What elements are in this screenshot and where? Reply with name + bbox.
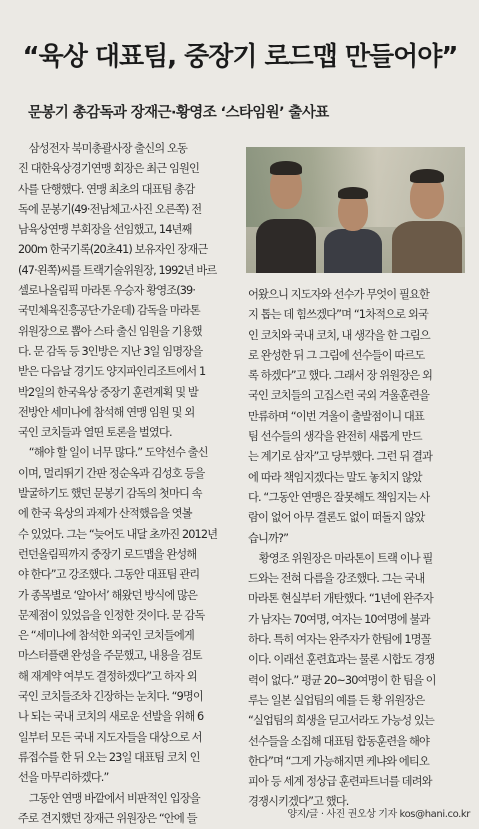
article-text-line: 가 남자는 70여명, 여자는 10여명에 불과 <box>248 612 430 626</box>
article-text-line: “실업팀의 희생을 딛고서라도 가능성 있는 <box>248 714 434 728</box>
article-text-line: 에 따라 책임지겠다는 말도 놓치지 않았 <box>248 470 422 484</box>
article-text-line: 경쟁시키겠다”고 했다. <box>248 795 349 809</box>
article-text-line: 발굴하기도 했던 문봉기 감독의 첫마디 속 <box>18 487 202 501</box>
article-headline: “육상 대표팀, 중장기 로드맵 만들어야” <box>22 42 458 72</box>
article-text-line: 피아 등 세계 정상급 훈련파트너를 데려와 <box>248 775 432 789</box>
article-text-line: 선수들을 소집해 대표팀 합동훈련을 해야 <box>248 734 429 748</box>
article-text-line: (47·왼쪽)씨를 트랙기술위원장, 1992년 바르 <box>18 263 217 277</box>
article-text-line: “해야 할 일이 너무 많다.” 도약선수 출신 <box>18 446 208 460</box>
article-text-line: 문제점이 있었음을 인정한 것이다. 문 감독 <box>18 608 205 622</box>
article-text-line: 습니까?” <box>248 531 289 545</box>
article-text-line: 삼성전자 북미총괄사장 출신의 오동 <box>18 142 188 155</box>
article-text-line: 해 재계약 여부도 결정하겠다”고 하자 외 <box>18 669 197 683</box>
article-text-line: 나 되는 국내 코치의 새로운 선발을 위해 6 <box>18 710 204 724</box>
article-text-line: 선을 마무리하겠다.” <box>18 771 109 785</box>
article-text-line: 만류하며 “이번 겨울이 출발점이니 대표 <box>248 409 424 423</box>
article-subheadline: 문봉기 총감독과 장재근·황영조 ‘스타임원’ 출사표 <box>28 105 329 121</box>
article-text-line: 루는 일본 실업팀의 예를 든 황 위원장은 <box>248 693 425 707</box>
article-column-left <box>18 139 238 829</box>
article-text-line: 이다. 이래선 훈련효과는 물론 시합도 경쟁 <box>248 653 435 667</box>
article-text-line: 위원장으로 뽑아 스타 출신 임원을 기용했 <box>18 324 202 338</box>
article-text-line: 일부터 모든 국내 지도자들을 대상으로 서 <box>18 730 202 744</box>
article-text-line: 국인 코치들조차 긴장하는 눈치다. “9명이 <box>18 690 203 704</box>
article-photo <box>246 147 465 273</box>
article-text-line: 독에 문봉기(49·전남체고·사진 오른쪽) 전 <box>18 202 202 216</box>
article-text-line: 에 한국 육상의 과제가 산적했음을 엿볼 <box>18 507 192 521</box>
article-text-line: 지 톱는 데 힘쓰겠다”며 “1차적으로 외국 <box>248 308 428 322</box>
article-text-line: 력이 없다.” 평균 20~30여명이 한 팀을 이 <box>248 673 436 687</box>
article-text-line: 다. 문 감독 등 3인방은 지난 3일 임명장을 <box>18 344 203 358</box>
article-text-line: 인 코치와 국내 코치, 내 생각을 한 그림으 <box>248 328 430 342</box>
article-text-line: 하다. 특히 여자는 완주자가 한팀에 1명꼴 <box>248 633 431 647</box>
article-text-line: 마스터플랜 완성을 주문했고, 내용을 검토 <box>18 649 202 663</box>
article-text-line: 드와는 전혀 다름을 강조했다. 그는 국내 <box>248 572 425 586</box>
article-text-line: 국인 코치들과 열띤 토론을 벌였다. <box>18 426 172 440</box>
article-text-line: 이며, 멀리뛰기 간판 정순옥과 김성호 등을 <box>18 466 205 480</box>
article-text-line: 로 완성한 뒤 그 그림에 선수들이 따르도 <box>248 348 425 362</box>
article-text-line: 록 하겠다”고 했다. 그래서 장 위원장은 외 <box>248 369 432 383</box>
article-text-line: 가 종목별로 ‘알아서’ 해왔던 방식에 많은 <box>18 588 198 602</box>
article-text-line: 국민체육진흥공단·가운데) 감독을 마라톤 <box>18 304 200 318</box>
article-text-line: 수 있었다. 그는 “늦어도 내달 초까진 2012년 <box>18 527 218 541</box>
byline-credit: 양지/글 · 사진 권오상 기자 kos@hani.co.kr <box>287 809 470 820</box>
article-text-line: 받은 다음날 경기도 양지파인리조트에서 1 <box>18 365 206 379</box>
article-text-line: 은 “세미나에 참석한 외국인 코치들에게 <box>18 629 194 643</box>
article-text-line: 200m 한국기록(20초41) 보유자인 장재근 <box>18 243 208 257</box>
article-text-line: 류접수를 한 뒤 오는 23일 대표팀 코치 인 <box>18 750 200 764</box>
article-text-line: 주로 견지했던 장재근 위원장은 “안에 들 <box>18 811 197 825</box>
article-text-line: 사를 단행했다. 연맹 최초의 대표팀 총감 <box>18 182 195 196</box>
article-text-line: 어왔으니 지도자와 선수가 무엇이 필요한 <box>248 288 429 301</box>
article-text-line: 그동안 연맹 바깥에서 비판적인 입장을 <box>18 791 200 805</box>
article-text-line: 전방안 세미나에 참석해 연맹 임원 및 외 <box>18 405 195 419</box>
article-text-line: 다. “그동안 연맹은 잘못해도 책임지는 사 <box>248 490 430 504</box>
article-text-line: 박2일의 한국육상 중장기 훈련계획 및 발 <box>18 385 198 399</box>
article-text-line: 야 한다”고 강조했다. 그동안 대표팀 관리 <box>18 568 200 582</box>
article-text-line: 황영조 위원장은 마라톤이 트랙 이나 필 <box>248 551 433 565</box>
article-text-line: 런던올림픽까지 중장기 로드맵을 완성해 <box>18 547 197 561</box>
article-text-line: 진 대한육상경기연맹 회장은 최근 임원인 <box>18 162 199 176</box>
article-text-line: 마라톤 현실부터 개탄했다. “1년에 완주자 <box>248 592 433 606</box>
article-column-right <box>248 285 468 813</box>
article-text-line: 는 계기로 삼자”고 당부했다. 그런 뒤 결과 <box>248 450 432 464</box>
article-text-line: 국인 코치들의 고집스런 국외 겨울훈련을 <box>248 389 429 403</box>
article-text-line: 람이 없어 아무 결론도 없이 떠돌지 않았 <box>248 511 425 525</box>
article-text-line: 남육상연맹 부회장을 선임했고, 14년째 <box>18 223 192 237</box>
article-text-line: 팀 선수들의 생각을 완전히 새롭게 만드 <box>248 430 422 444</box>
article-text-line: 한다”며 “그게 가능해지면 케냐와 에티오 <box>248 754 429 768</box>
article-text-line: 셀로나올림픽 마라톤 우승자 황영조(39· <box>18 284 196 298</box>
